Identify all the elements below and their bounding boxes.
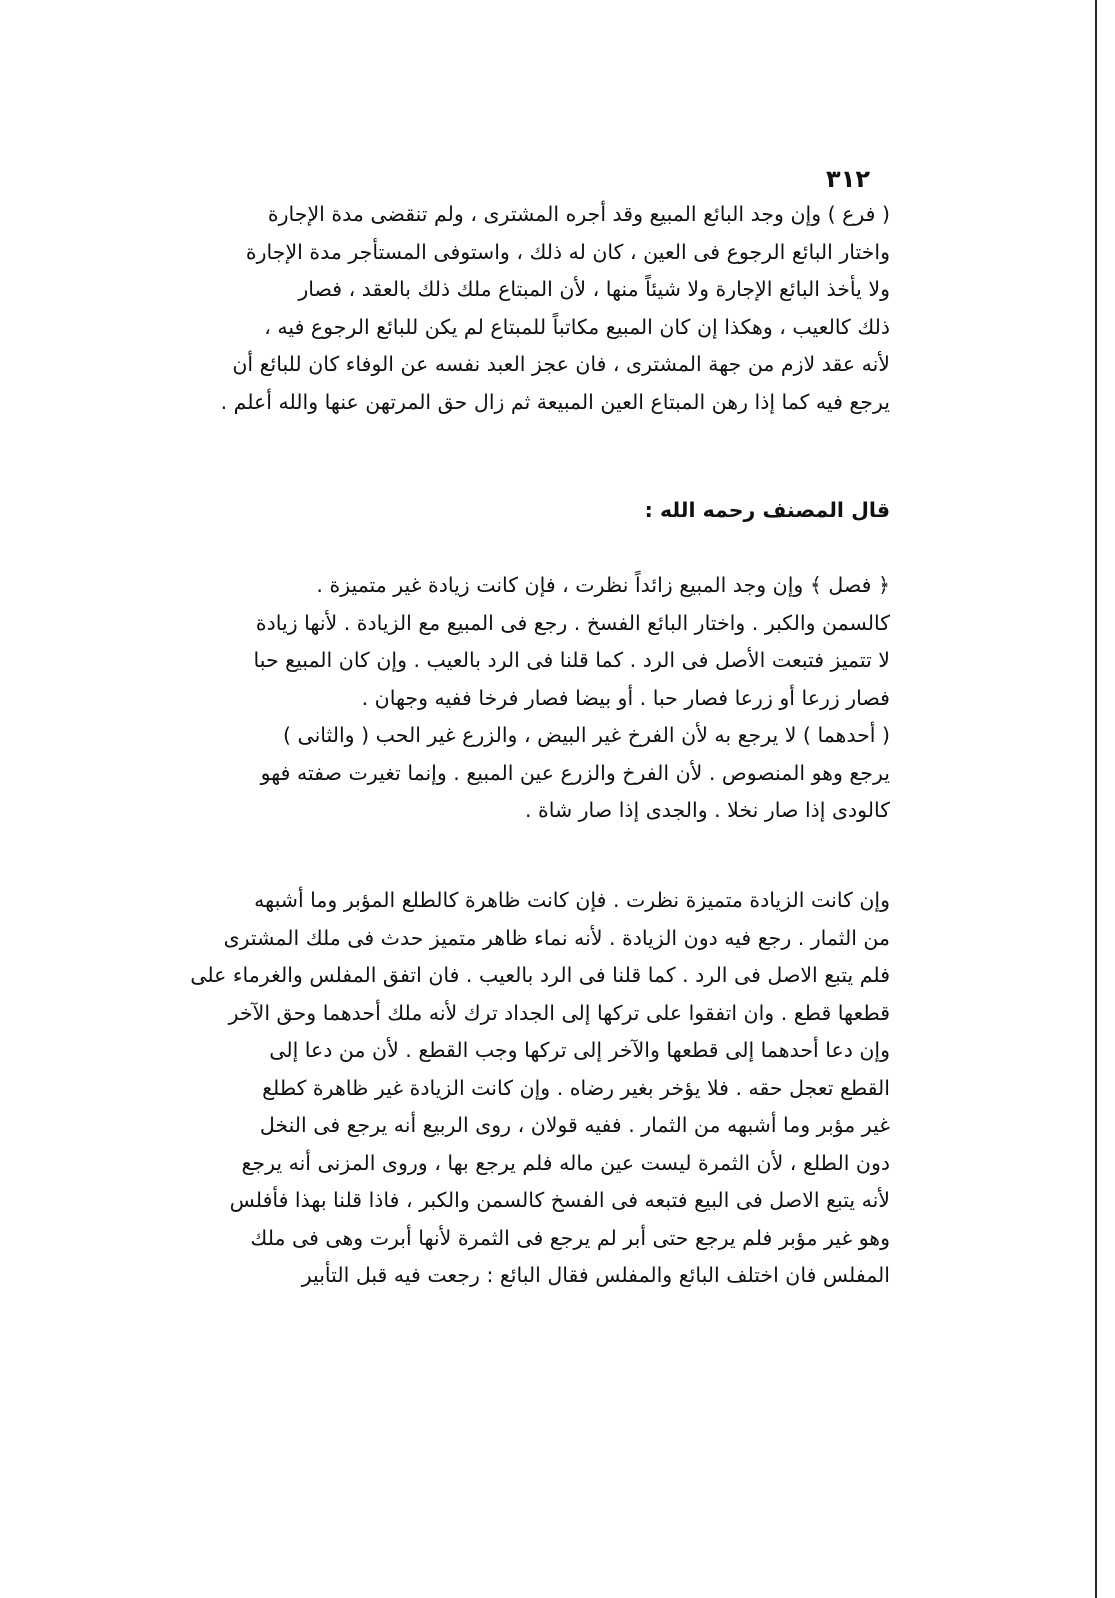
text-line: ( أحدهما ) لا يرجع به لأن الفرخ غير البيض ، والزرع غير الحب ( والثانى ) bbox=[282, 723, 890, 747]
text-line: ( فرع ) وإن وجد البائع المبيع وقد أجره المشترى ، ولم تنقضى مدة الإجارة bbox=[267, 202, 890, 226]
text-line: وإن دعا أحدهما إلى قطعها والآخر إلى تركها وجب القطع . لأن من دعا إلى bbox=[269, 1038, 890, 1062]
page-number: ٣١٢ bbox=[826, 165, 870, 193]
text-line: فلم يتبع الاصل فى الرد . كما قلنا فى الرد بالعيب . فان اتفق المفلس والغرماء على bbox=[190, 963, 890, 987]
text-line: يرجع وهو المنصوص . لأن الفرخ والزرع عين المبيع . وإنما تغيرت صفته فهو bbox=[260, 760, 890, 785]
text-line: قطعها قطع . وان اتفقوا على تركها إلى الجداد ترك لأنه ملك أحدهما وحق الآخر bbox=[228, 1000, 890, 1025]
author-heading-block bbox=[160, 492, 890, 530]
text-line: ﴿ فصل ﴾ وإن وجد المبيع زائداً نظرت ، فإن كانت زيادة غير متميزة . bbox=[316, 573, 890, 597]
text-line: فصار زرعا أو زرعا فصار حبا . أو بيضا فصار فرخا ففيه وجهان . bbox=[361, 685, 890, 710]
text-line: المفلس فان اختلف البائع والمفلس فقال البائع : رجعت فيه قبل التأبير bbox=[301, 1263, 890, 1287]
page-border-line bbox=[1095, 0, 1097, 1598]
paragraph-ziyada bbox=[160, 882, 890, 1295]
text-line: من الثمار . رجع فيه دون الزيادة . لأنه نماء ظاهر متميز حدث فى ملك المشترى bbox=[223, 925, 890, 950]
text-line: ولا يأخذ البائع الإجارة ولا شيئاً منها ، لأن المبتاع ملك ذلك بالعقد ، فصار bbox=[298, 277, 890, 301]
text-line: لأنه عقد لازم من جهة المشترى ، فان عجز العبد نفسه عن الوفاء كان للبائع أن bbox=[232, 352, 890, 376]
paragraph-fasl bbox=[160, 567, 890, 830]
text-line: لا تتميز فتبعت الأصل فى الرد . كما قلنا فى الرد بالعيب . وإن كان المبيع حبا bbox=[253, 648, 890, 672]
text-line: غير مؤبر وما أشبهه من الثمار . ففيه قولان ، روى الربيع أنه يرجع فى النخل bbox=[259, 1113, 890, 1137]
text-line: وهو غير مؤبر فلم يرجع حتى أبر لم يرجع فى الثمرة لأنها أبرت وهى فى ملك bbox=[250, 1225, 890, 1250]
text-line: كالسمن والكبر . واختار البائع الفسخ . رجع فى المبيع مع الزيادة . لأنها زيادة bbox=[255, 610, 890, 635]
text-line: يرجع فيه كما إذا رهن المبتاع العين المبيعة ثم زال حق المرتهن عنها والله أعلم . bbox=[220, 389, 890, 414]
text-line: واختار البائع الرجوع فى العين ، كان له ذلك ، واستوفى المستأجر مدة الإجارة bbox=[245, 239, 890, 264]
text-line: القطع تعجل حقه . فلا يؤخر بغير رضاه . وإن كانت الزيادة غير ظاهرة كطلع bbox=[262, 1075, 890, 1100]
text-line: وإن كانت الزيادة متميزة نظرت . فإن كانت ظاهرة كالطلع المؤبر وما أشبهه bbox=[254, 888, 890, 912]
paragraph-far bbox=[160, 196, 890, 421]
text-line: كالودى إذا صار نخلا . والجدى إذا صار شاة . bbox=[524, 798, 890, 822]
text-line: دون الطلع ، لأن الثمرة ليست عين ماله فلم يرجع بها ، وروى المزنى أنه يرجع bbox=[241, 1150, 890, 1175]
text-line: ذلك كالعيب ، وهكذا إن كان المبيع مكاتباً للمبتاع لم يكن للبائع الرجوع فيه ، bbox=[264, 314, 890, 339]
text-line: لأنه يتبع الاصل فى البيع فتبعه فى الفسخ كالسمن والكبر ، فاذا قلنا بهذا فأفلس bbox=[229, 1188, 890, 1212]
author-heading: قال المصنف رحمه الله : bbox=[644, 498, 890, 522]
